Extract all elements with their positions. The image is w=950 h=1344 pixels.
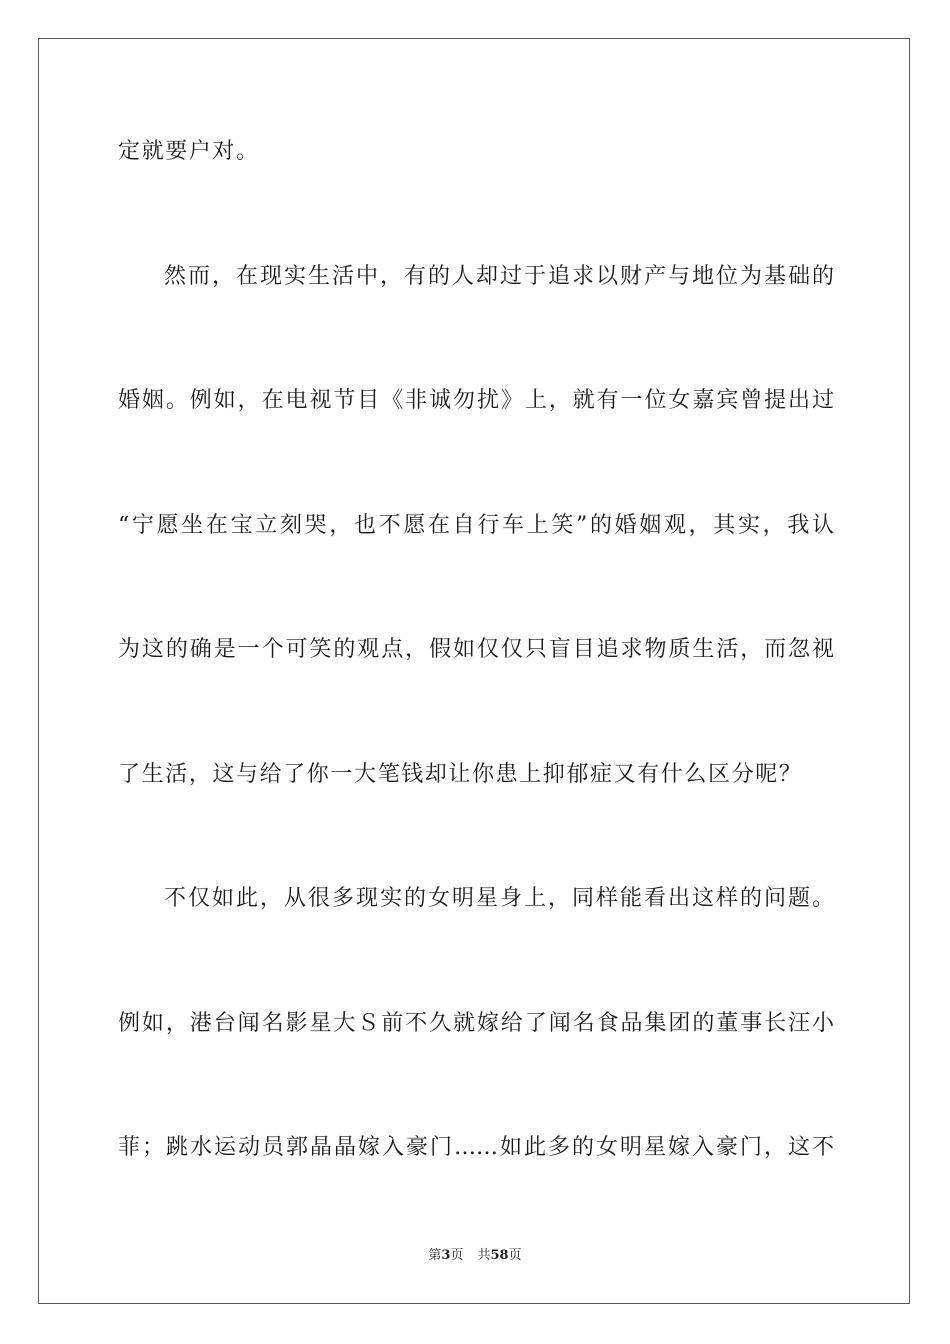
- text-line-5: 为这的确是一个可笑的观点，假如仅仅只盲目追求物质生活，而忽视: [118, 637, 834, 662]
- text-line-7: 不仅如此，从很多现实的女明星身上，同样能看出这样的问题。: [164, 886, 834, 911]
- page-footer: [0, 1247, 950, 1265]
- page-border: [38, 38, 910, 1304]
- total-pages: 58: [490, 1248, 509, 1263]
- page-number: 3: [441, 1248, 451, 1263]
- page-prefix: 第: [428, 1248, 442, 1263]
- total-prefix: 共: [477, 1248, 491, 1263]
- page-suffix: 页: [450, 1248, 464, 1263]
- text-line-1: 定就要户对。: [118, 139, 260, 164]
- total-suffix: 页: [508, 1248, 522, 1263]
- text-line-2: 然而，在现实生活中，有的人却过于追求以财产与地位为基础的: [164, 264, 834, 289]
- text-line-6: 了生活，这与给了你一大笔钱却让你患上抑郁症又有什么区分呢？: [118, 762, 803, 787]
- text-line-8: 例如，港台闻名影星大Ｓ前不久就嫁给了闻名食品集团的董事长汪小: [118, 1011, 834, 1036]
- text-line-9: 菲；跳水运动员郭晶晶嫁入豪门……如此多的女明星嫁入豪门，这不: [118, 1135, 834, 1160]
- text-line-3: 婚姻。例如，在电视节目《非诚勿扰》上，就有一位女嘉宾曾提出过: [118, 388, 834, 413]
- text-line-4: “宁愿坐在宝立刻哭，也不愿在自行车上笑”的婚姻观，其实，我认: [118, 513, 834, 538]
